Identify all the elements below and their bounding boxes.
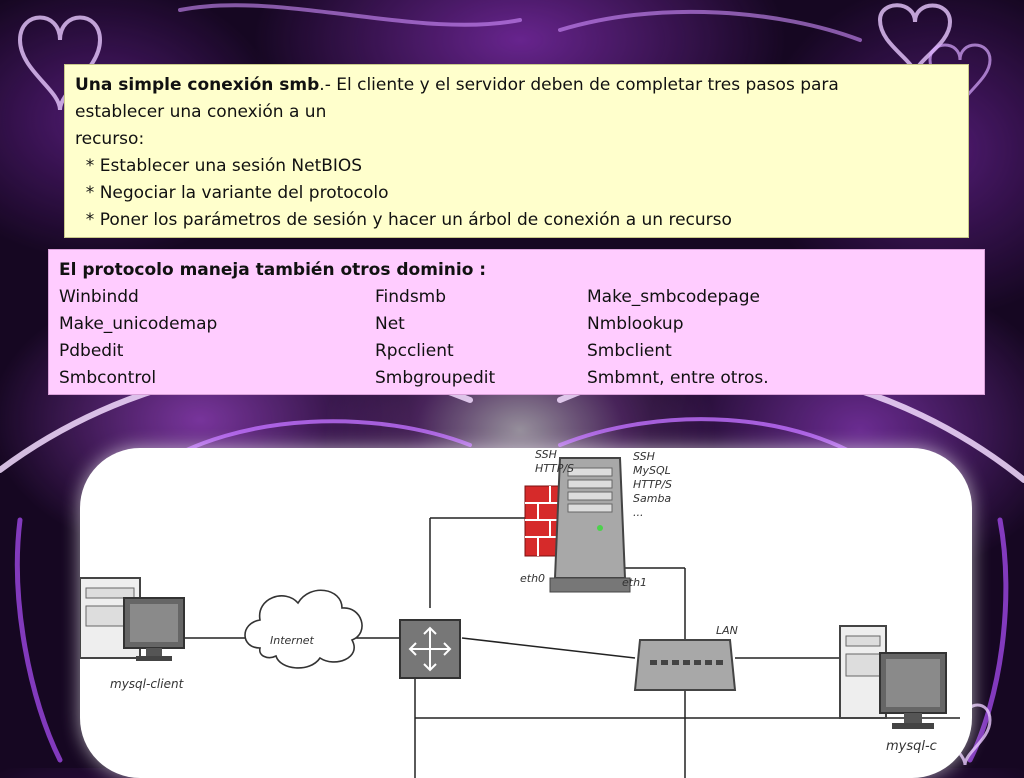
tools-row xyxy=(59,311,974,338)
firewall-service-label: HTTP/S xyxy=(535,462,575,475)
smb-intro-text: .- El cliente y el servidor deben de completar tres pasos para xyxy=(319,75,839,95)
tools-row xyxy=(59,365,974,392)
tool-name: Make_smbcodepage xyxy=(587,287,760,307)
server-service-label: MySQL xyxy=(633,464,671,477)
tools-row xyxy=(59,284,974,311)
eth0-label: eth0 xyxy=(520,572,546,585)
mysql-client-right-label: mysql-c xyxy=(886,739,937,754)
smb-step: * Establecer una sesión NetBIOS xyxy=(75,156,363,176)
protocol-tools-heading: El protocolo maneja también otros dominio : xyxy=(59,260,487,280)
mysql-client-computer-icon xyxy=(80,578,184,661)
mysql-client-label: mysql-client xyxy=(110,677,184,691)
eth1-label: eth1 xyxy=(622,576,648,589)
tool-name: Pdbedit xyxy=(59,341,124,361)
tool-name: Nmblookup xyxy=(587,314,684,334)
internet-cloud-icon xyxy=(245,590,362,668)
server-tower-icon xyxy=(550,458,630,592)
server-service-label: ... xyxy=(633,506,644,519)
server-service-label: HTTP/S xyxy=(633,478,673,491)
tool-name: Smbclient xyxy=(587,341,672,361)
smb-title: Una simple conexión smb xyxy=(75,75,320,95)
smb-step: * Poner los parámetros de sesión y hacer un árbol de conexión a un recurso xyxy=(75,210,732,230)
mysql-client-right-computer-icon xyxy=(840,626,946,729)
tool-name: Smbgroupedit xyxy=(375,368,496,388)
tool-name: Findsmb xyxy=(375,287,447,307)
firewall-service-label: SSH xyxy=(535,448,557,461)
tool-name: Net xyxy=(375,314,405,334)
lan-switch-icon xyxy=(635,640,735,690)
network-diagram-svg xyxy=(80,448,972,778)
router-icon xyxy=(400,620,460,678)
smb-connection-box xyxy=(64,64,969,238)
protocol-tools-box xyxy=(48,249,985,395)
tool-name: Winbindd xyxy=(59,287,139,307)
tool-name: Smbmnt, entre otros. xyxy=(587,368,769,388)
smb-intro-line xyxy=(75,72,958,99)
server-service-label: SSH xyxy=(633,450,655,463)
network-diagram xyxy=(80,448,972,778)
server-service-label: Samba xyxy=(633,492,672,505)
smb-intro-line-2: establecer una conexión a un xyxy=(75,102,327,122)
tool-name: Smbcontrol xyxy=(59,368,157,388)
tool-name: Make_unicodemap xyxy=(59,314,218,334)
smb-step: * Negociar la variante del protocolo xyxy=(75,183,389,203)
lan-label: LAN xyxy=(716,624,738,637)
tools-row xyxy=(59,338,974,365)
internet-label: Internet xyxy=(270,634,314,647)
tool-name: Rpcclient xyxy=(375,341,454,361)
smb-intro-line-3: recurso: xyxy=(75,129,145,149)
